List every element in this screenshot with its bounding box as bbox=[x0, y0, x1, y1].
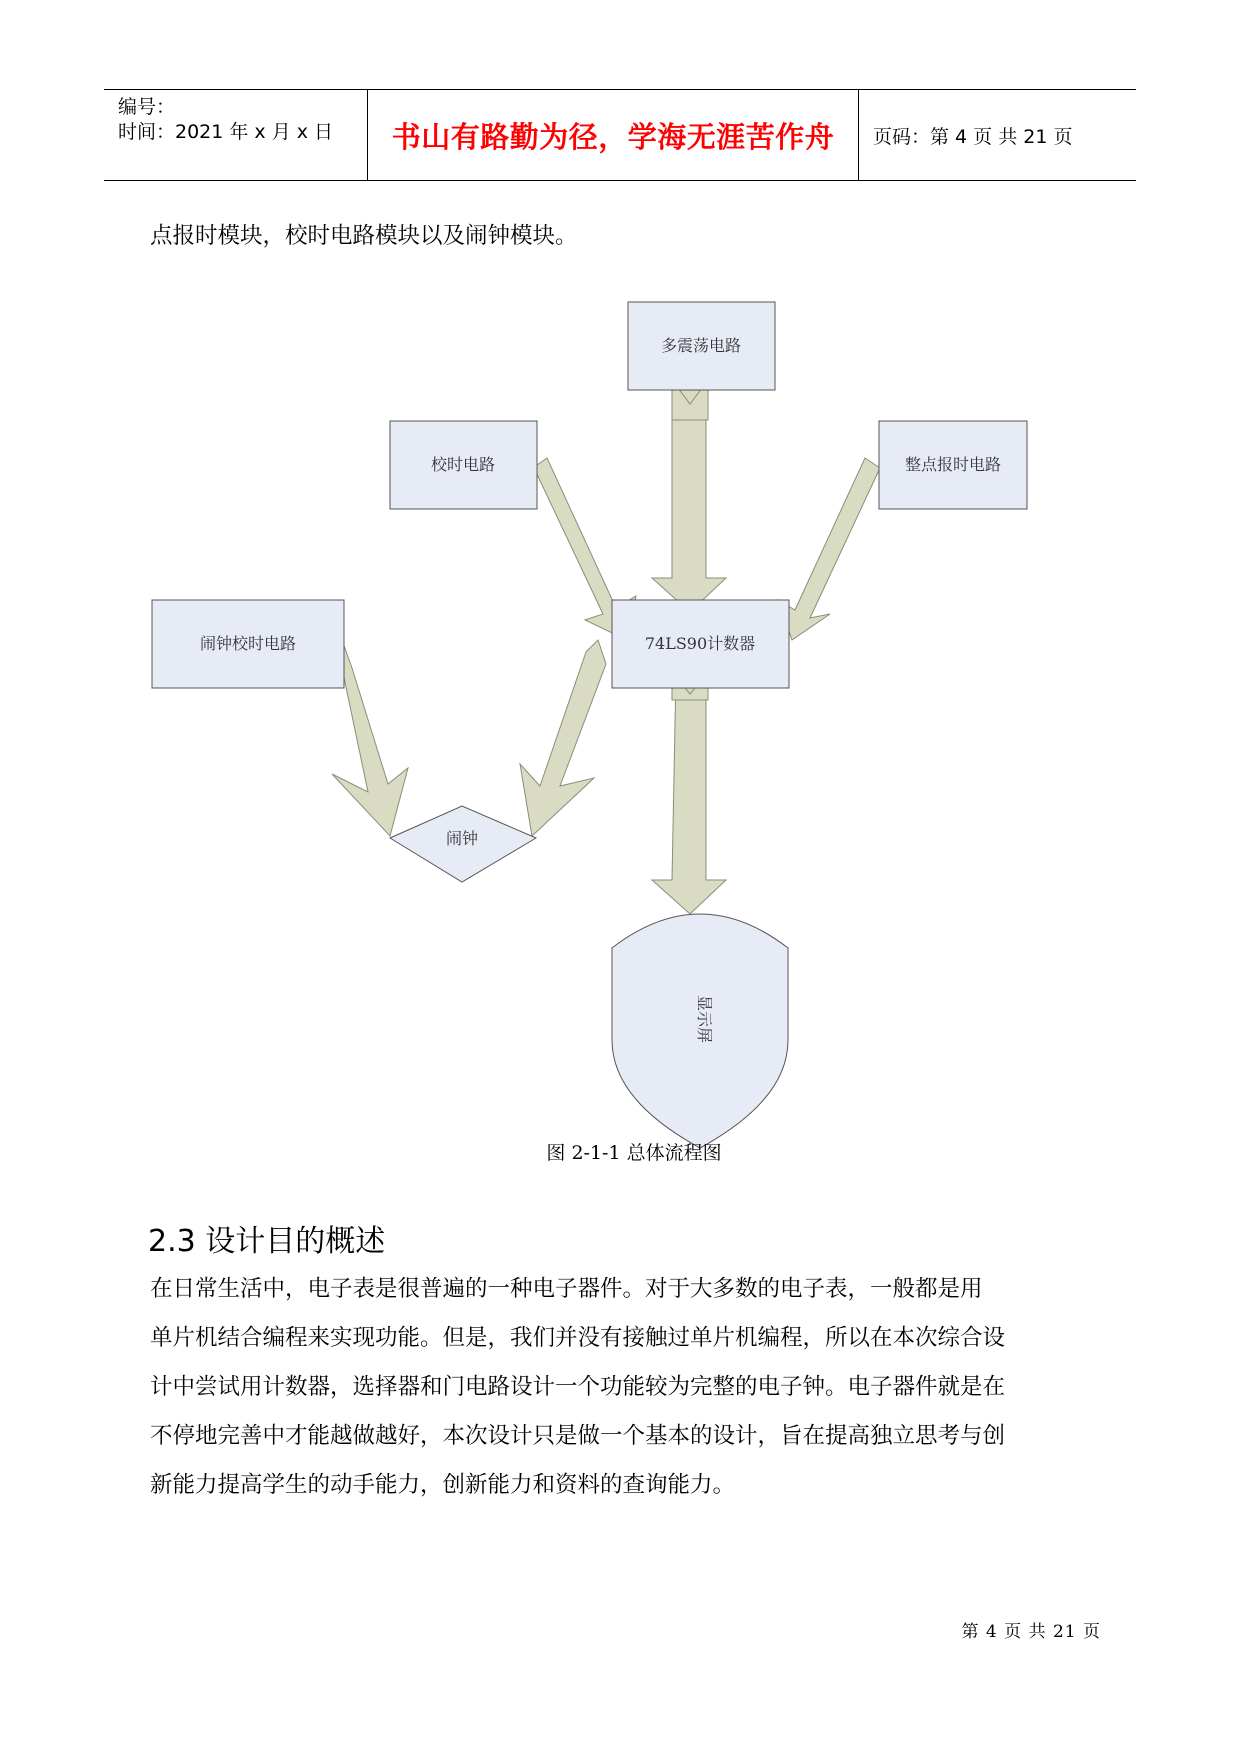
section-title: 2.3 设计目的概述 bbox=[148, 1224, 386, 1259]
counter-label: 74LS90计数器 bbox=[644, 634, 756, 653]
arrow-counter-to-display bbox=[652, 672, 726, 914]
time-adjust-label: 校时电路 bbox=[430, 455, 496, 474]
paragraph-line: 在日常生活中，电子表是很普遍的一种电子器件。对于大多数的电子表，一般都是用 bbox=[150, 1276, 983, 1302]
alarm-adjust-label: 闹钟校时电路 bbox=[199, 634, 297, 653]
document-number-label: 编号： bbox=[118, 96, 176, 118]
oscillator-label: 多震荡电路 bbox=[660, 336, 742, 355]
header-motto: 书山有路勤为径，学海无涯苦作舟 bbox=[391, 119, 835, 154]
hourly-chime-label: 整点报时电路 bbox=[904, 455, 1002, 474]
document-time-label: 时间：2021 年 x 月 x 日 bbox=[118, 121, 334, 143]
paragraph-line: 单片机结合编程来实现功能。但是，我们并没有接触过单片机编程，所以在本次综合设 bbox=[150, 1325, 1006, 1351]
header-page-number: 页码：第 4 页 共 21 页 bbox=[873, 125, 1073, 148]
figure-caption: 图 2-1-1 总体流程图 bbox=[546, 1142, 722, 1164]
paragraph-line: 不停地完善中才能越做越好，本次设计只是做一个基本的设计，旨在提高独立思考与创 bbox=[150, 1423, 1006, 1449]
alarm-label: 闹钟 bbox=[445, 829, 479, 848]
arrow-hourly-chime-to-counter bbox=[778, 458, 880, 640]
intro-text: 点报时模块，校时电路模块以及闹钟模块。 bbox=[150, 223, 578, 249]
arrow-counter-to-alarm bbox=[520, 640, 606, 836]
arrow-oscillator-to-counter bbox=[652, 380, 726, 612]
display-label: 显示屏 bbox=[695, 994, 714, 1044]
page-footer: 第 4 页 共 21 页 bbox=[961, 1622, 1101, 1642]
paragraph-line: 计中尝试用计数器，选择器和门电路设计一个功能较为完整的电子钟。电子器件就是在 bbox=[150, 1374, 1006, 1400]
paragraph-line: 新能力提高学生的动手能力，创新能力和资料的查询能力。 bbox=[150, 1472, 736, 1498]
